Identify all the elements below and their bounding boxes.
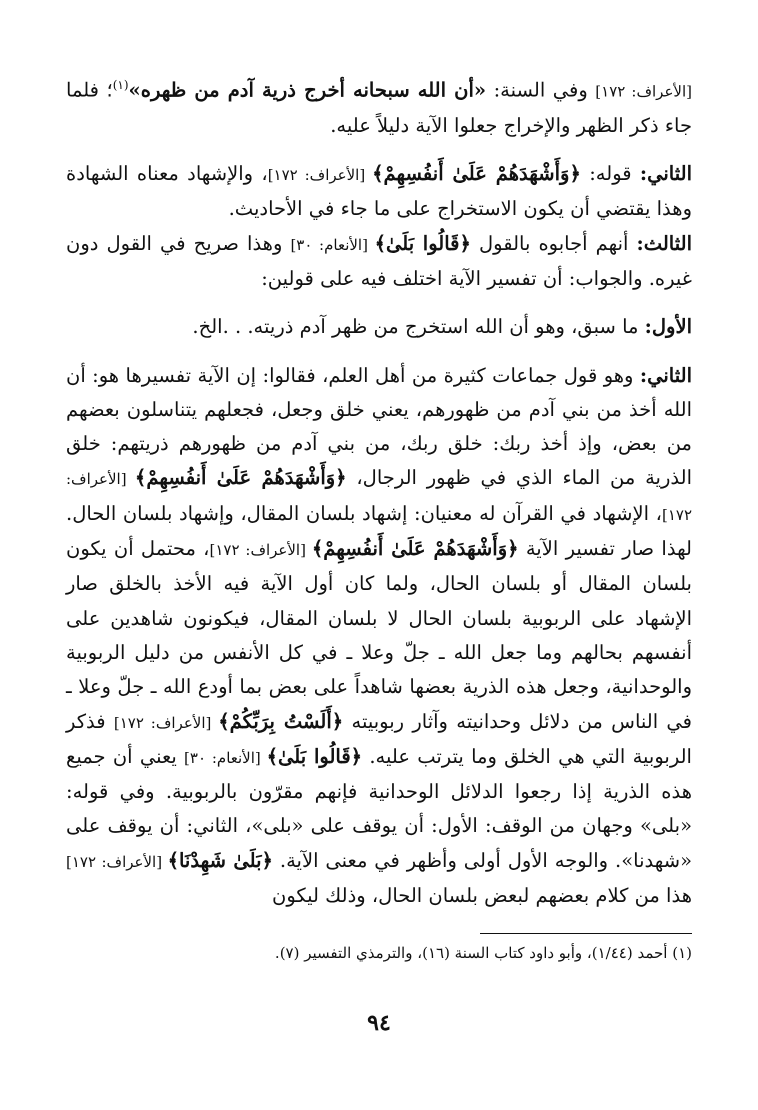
text-run: أنهم أجابوه بالقول [470, 231, 637, 255]
citation: [الأعراف: ١٧٢] [113, 713, 219, 732]
citation: [الأعراف: ١٧٢] [66, 852, 168, 871]
text-run: ، محتمل أن يكون بلسان المقال أو بلسان الحال، ولما كان أول الآية فيه الأخذ بالخلق صار الإشهاد على الربوبية بلسان الحال لا بلسان المقال، فيكونون شاهدين على أنفسهم بحالهم وما جعل الله ـ جلّ وعلا ـ في كل الأنفس من دليل الربوبية والوحدانية، وجعل هذه الذرية بعضها شاهداً على بعض بما أودع الله ـ جلّ وعلا ـ في الناس من دلائل وحدانيته وآثار ربوبيته [66, 537, 692, 733]
paragraph-p5 [66, 359, 692, 914]
quoted-text: ﴿وَأَشْهَدَهُمْ عَلَىٰ أَنفُسِهِمْ﴾ [311, 537, 519, 561]
text-run: ، والإشهاد معناه الشهادة وهذا يقتضي أن يكون الاستخراج على ما جاء في الأحاديث. [66, 162, 692, 221]
citation: [الأعراف: ١٧٢] [66, 470, 692, 524]
quoted-text: ﴿قَالُوا بَلَىٰ﴾ [374, 231, 471, 255]
footnote-divider [480, 933, 692, 934]
paragraph-p4 [66, 310, 692, 344]
text-run: ما سبق، وهو أن الله استخرج من ظهر آدم ذريته. . .الخ. [192, 315, 645, 339]
citation: [الأعراف: ١٧٢] [267, 166, 373, 185]
quoted-text: ﴿وَأَشْهَدَهُمْ عَلَىٰ أَنفُسِهِمْ﴾ [134, 466, 347, 490]
citation: [الأعراف: ١٧٢] [209, 541, 312, 560]
paragraph-p2 [66, 157, 692, 227]
section-label: الثاني: [639, 363, 692, 387]
citation: [الأعراف: ١٧٢] [595, 82, 692, 101]
text-run: وفي السنة: [486, 78, 596, 102]
paragraph-p3 [66, 227, 692, 297]
text-run: وهذا صريح في القول دون غيره. والجواب: أن تفسير الآية اختلف فيه على قولين: [66, 231, 692, 290]
quoted-text: ﴿أَلَسْتُ بِرَبِّكُمْ﴾ [218, 709, 344, 733]
text-run: قوله: [580, 162, 640, 186]
citation: [الأنعام: ٣٠] [184, 748, 267, 767]
page-number: ٩٤ [367, 1010, 391, 1036]
citation: [الأنعام: ٣٠] [290, 235, 375, 254]
section-label: الثالث: [636, 231, 692, 255]
main-text [66, 68, 692, 913]
text-run: فذكر الربوبية التي هي الخلق وما يترتب عليه. [66, 709, 692, 768]
footnote: (١) أحمد (١/٤٤)، وأبو داود كتاب السنة (١٦)، والترمذي التفسير (٧). [274, 944, 692, 963]
quoted-text: ﴿وَأَشْهَدَهُمْ عَلَىٰ أَنفُسِهِمْ﴾ [372, 162, 581, 186]
paragraph-p1 [66, 68, 692, 143]
quoted-text: ﴿قَالُوا بَلَىٰ﴾ [266, 744, 363, 768]
text-run: وهو قول جماعات كثيرة من أهل العلم، فقالوا: إن الآية تفسيرها هو: أن الله أخذ من بني آدم من ظهورهم، يعني خلق وجعل، فجعلهم يتناسلون بعضهم من بعض، وإذ أخذ ربك: خلق ربك، من بني آدم من ظهورهم ذريتهم: خلق الذرية من الماء الذي في ظهور الرجال، [66, 363, 692, 490]
text-run: هذا من كلام بعضهم لبعض بلسان الحال، وذلك ليكون [272, 884, 692, 908]
text-run: ، الإشهاد في القرآن له معنيان: إشهاد بلسان المقال، وإشهاد بلسان الحال. لهذا صار تفسير الآية [66, 501, 692, 561]
quoted-text: «أن الله سبحانه أخرج ذرية آدم من ظهره» [128, 78, 487, 102]
quoted-text: ﴿بَلَىٰ شَهِدْنَا﴾ [167, 848, 273, 872]
section-label: الأول: [644, 315, 692, 339]
text-run: يعني أن جميع هذه الذرية إذا رجعوا الدلائل الوحدانية فإنهم مقرّون بالربوبية. وفي قوله: «بلى» وجهان من الوقف: الأول: أن يوقف على «بلى»، الثاني: أن يوقف على «شهدنا». والوجه الأول أولى وأظهر في معنى الآية. [66, 744, 692, 872]
text-run: ؛ فلما جاء ذكر الظهر والإخراج جعلوا الآية دليلاً عليه. [66, 78, 692, 137]
section-label: الثاني: [639, 162, 692, 186]
footnote-marker: (١) [112, 78, 129, 92]
